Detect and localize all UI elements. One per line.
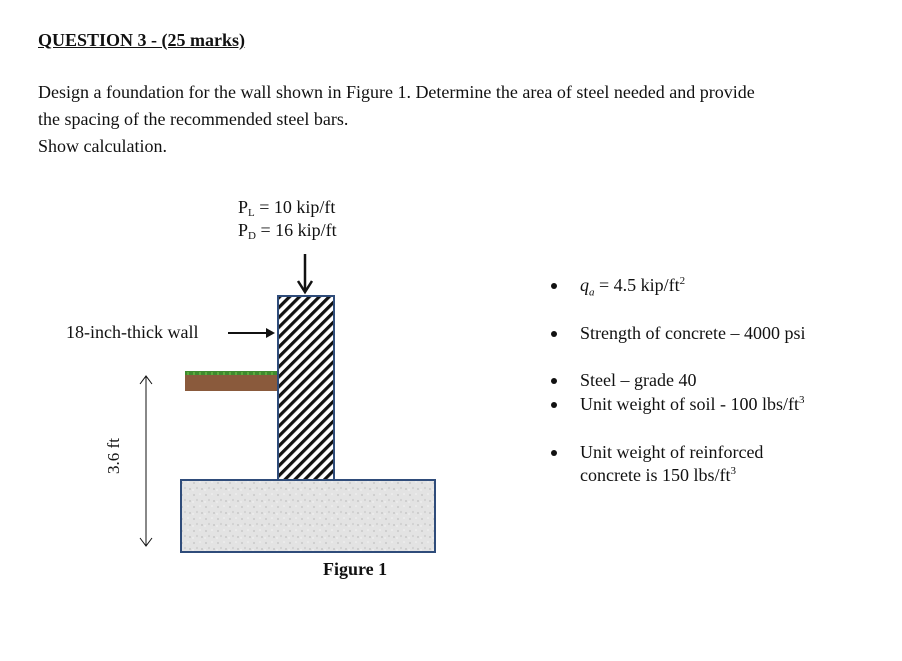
- steel-grade-item: Steel – grade 40: [580, 370, 697, 390]
- soil-strip: [185, 375, 277, 391]
- soil-unit-weight-item: Unit weight of soil - 100 lbs/$ft^3$: [580, 394, 805, 414]
- question-text-line-3: Show calculation.: [38, 136, 167, 156]
- footing: [181, 480, 435, 552]
- depth-dimension-label: 3.6 ft: [103, 438, 123, 474]
- concrete-unit-weight-item-line-1: Unit weight of reinforced: [580, 442, 764, 462]
- grass-surface: [185, 371, 277, 375]
- bullet-dot: [551, 283, 557, 289]
- bullet-dot: [551, 450, 557, 456]
- concrete-strength-item: Strength of concrete – 4000 psi: [580, 323, 806, 343]
- question-title: QUESTION 3 - (25 marks): [38, 30, 246, 50]
- wall-hatched: [278, 296, 334, 481]
- bullet-dot: [551, 402, 557, 408]
- dead-load-label: $P_D = 16$ kip/ft: [238, 220, 337, 242]
- bullet-dot: [551, 331, 557, 337]
- wall-thickness-label: 18-inch-thick wall: [66, 322, 199, 342]
- wall-label-arrow-head: [266, 328, 275, 338]
- figure-caption: Figure 1: [323, 559, 388, 579]
- question-text-line-2: the spacing of the recommended steel bars.: [38, 109, 349, 129]
- bullet-dot: [551, 378, 557, 384]
- question-text-line-1: Design a foundation for the wall shown in Figure 1. Determine the area of steel needed and provide: [38, 82, 755, 102]
- concrete-unit-weight-item-line-2: concrete is 150 lbs/$ft^3$: [580, 465, 736, 485]
- allowable-bearing-item: $q_a = 4.5$ kip/$ft^2$: [580, 275, 686, 299]
- live-load-label: $P_L = 10$ kip/ft: [238, 197, 336, 219]
